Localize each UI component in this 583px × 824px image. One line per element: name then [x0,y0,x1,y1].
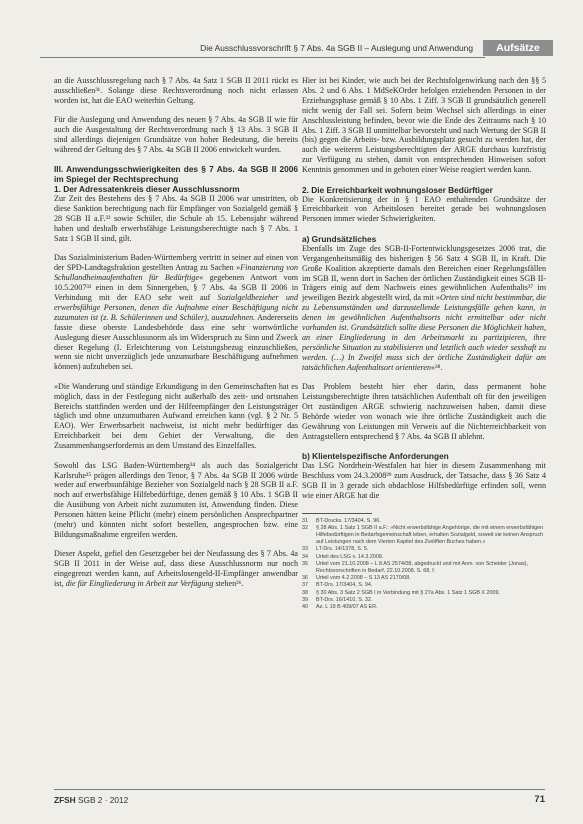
left-column [54,76,298,776]
footnote-number: 32 [302,524,308,531]
footnote-text: BT-Drs. 17/3404, S. 94. [316,582,373,589]
subsubsection-heading: a) Grundsätzliches [302,233,377,244]
page-number: 71 [534,794,545,805]
header-rule [40,57,485,58]
footnote [302,525,546,547]
running-header [40,40,553,56]
subsubsection-heading: b) Klientelspezifische Anforderungen [302,451,449,461]
footnote-number: 35 [302,560,308,567]
footnote [302,604,546,611]
subsection-heading: 2. Die Erreichbarkeit wohnungsloser Bedürftiger [302,184,493,195]
paragraph: an die Ausschlussregelung nach § 7 Abs. 4a Satz 1 SGB II 2011 rückt es ausschließen³¹. Solange diese Rechtsverordnung noch nicht erlassen worden ist, hat die EAO weiterhin Geltung. [54,76,298,105]
footnote-text: § 28 Abs. 1 Satz 1 SGB II a.F.: »Nicht erwerbsfähige Angehörige, die mit einem erwerbsfähigen Hilfebedürftigen in Bedarfsgemeinschaft leben, erhalten Sozialgeld, soweit sie keinen Anspruch auf Leistungen nach dem Vierten Kapitel des Zwölften Buches haben.« [316,524,544,546]
footnote [302,597,546,604]
subsection-heading: 1. Der Adressatenkreis dieser Ausschlussnorm [54,184,240,195]
footnote [302,575,546,582]
footnote-number: 40 [302,604,308,611]
footnote-text: Urteil des LSG v. 14.3.2008. [316,553,384,560]
footnote [302,546,546,553]
emphasis: Finanzierung von Schullandheimaufenthalten für Bedürftige [54,263,298,283]
text-run: «³⁸. [431,362,443,372]
footnote-number: 34 [302,553,308,560]
footnote-text: BT-Drucks. 17/3404, S. 96. [316,517,381,524]
section-heading: III. Anwendungsschwierigkeiten des § 7 Abs. 4a SGB II 2006 im Spiegel der Rechtsprechung [54,164,298,185]
journal-issue: SGB 2 · 2012 [75,795,129,805]
footnote-number: 31 [302,517,308,524]
footnote-text: § 30 Abs. 3 Satz 2 SGB I in Verbindung mit § 27a Abs. 1 Satz 1 SGB X 2009. [316,589,500,596]
paragraph: Zur Zeit des Bestehens des § 7 Abs. 4a SGB II 2006 war umstritten, ob diese Sanktion berechtigung nach für Empfänger von Sozialgeld gemäß § 28 SGB II a.F.³² sowie Schüler, die Schule ab 15. Lebensjahr während haben und deshalb erwerbsfähige Leistungsberechtigte nach § 7 Abs. 1 Satz 1 SGB II sind, gilt. [54,194,298,243]
running-header-title: Die Ausschlussvorschrift § 7 Abs. 4a SGB II – Auslegung und Anwendung [200,43,473,53]
paragraph [54,549,298,589]
section-tab: Aufsätze [483,40,553,56]
text-run: Das Sozialministerium Baden-Württemberg vertritt in seiner auf einen von der SPD-Landtagsfraktion gestellten Antrag zu Sachen » [54,253,298,273]
paragraph: Die Konkretisierung der in § 1 EAO enthaltenden Grundsätze der Erreichbarkeit von Arbeitslosen bereitet gerade bei wohnungslosen Personen immer wieder Schwierigkeiten. [302,194,546,224]
footer-rule [54,789,545,790]
paragraph: »Die Wanderung und ständige Erkundigung in den Gemeinschaften hat es möglich, dass in der Festlegung nicht außerhalb des zeit- und ortsnahen Bereichs stattfinden werden und der Hilfeempfänger den Leistungsträger täglich und ohne unzumutbaren Aufwand erreichen kann (vgl. § 2 Nr. 5 EAO). Wer Erwerbsarbeit nachweist, ist nicht mehr bedürftiger das Erreichbarkeit bei dem Gebiet der Verwaltung, die den Zusammenhangserfordernis an dem Umstand des Einzelfalles. [54,381,298,451]
footnote-rule [302,513,372,514]
paragraph: Das LSG Nordrhein-Westfalen hat hier in diesem Zusammenhang mit Beschluss vom 24.3.2008³⁹ zum Ausdruck, der Tatsache, dass § 36 Satz 4 SGB II in 3 gerade sich obdachlose Hilfsbedürftige erfinden soll, wenn wie einer ARGE hat die [302,461,546,500]
emphasis: die für Eingliederung in Arbeit zur Verfügung [65,579,214,589]
text-run: Ebenfalls im Zuge des SGB-II-Fortentwicklungsgesetzes 2006 trat, die Vergangenheitsmäßig des bisherigen § 56 Satz 4 SGB II, in Kraft. Die Große Koalition akzeptierte damals den Bereichen einer Regelungsfällen im SGB II, wenn dort in Sachen der örtlichen Zuständigkeit eines SGB II-Trägers einig auf dem Nachweis eines gewöhnlichen Aufenthalts³⁷ im jeweiligen Bezirk abgestellt wird, da mit » [302,243,546,303]
emphasis: Orten sind nicht bestimmbar, die zu Lebensumständen und darzustellende Leistungsfälle gehen kann, in denen im gewöhnlichen Aufenthaltsorts nicht ermittelbar oder nicht vorhanden ist. Grundsätzlich sollte diese Personen die Möglichkeit haben, an einer Eingliederung in den Arbeitsmarkt zu partizipieren, ihre persönliche Situation zu stabilisieren und letztlich auch wieder sesshaft zu werden. (…) In Zweifel muss sich der örtliche Zuständigkeit dafür am tatsächlichen Aufenthaltsort orientieren [302,293,546,372]
text-run: « gegebenen Antwort vom 10.5.2007³³ einen in dem Sinnergeben, § 7 Abs. 4a SGB II 2006 in Verbindung mit der EAO sehr weit auf [54,273,298,302]
footnotes [302,518,546,612]
footnote [302,582,546,589]
paragraph: Für die Auslegung und Anwendung des neuen § 7 Abs. 4a SGB II wie für auch die Ausgestaltung der Rechtsverordnung nach § 13 Abs. 3 SGB II sind allerdings diejenigen Grundsätze von hoher Bedeutung, die bereits während der Geltung des § 7 Abs. 4a SGB II 2006 entwickelt wurden. [54,115,298,154]
footnote [302,561,546,575]
footnote-text: LT-Drs. 14/1378, S. 5. [316,546,369,553]
paragraph: Sowohl das LSG Baden-Württemberg³⁴ als auch das Sozialgericht Karlsruhe³⁵ prägen allerdings den Tenor, § 7 Abs. 4a SGB II 2006 würde weder auf erwerbsunfähige Bezieher von Sozialgeld nach § 28 SGB II a.F. noch auf erwerbsfähige Hilfebedürftige, denen gemäß § 10 Abs. 1 SGB II die Ausübung von Arbeit nicht zuzumuten ist, Anwendung finden. Diese Personen hätten keine Pflicht (mehr) einem persönlichen Ansprechpartner (mehr) und könnten nicht sofort bestellen, angesprochen bzw. eine Bildungsmaßnahme ergreifen werden. [54,460,298,539]
footnote-text: BT-Drs. 16/1410, S. 32. [316,596,373,603]
footnote-number: 39 [302,596,308,603]
paragraph: Hier ist bei Kinder, wie auch bei der Rechtsfolgenwirkung nach den §§ 5 Abs. 2 und 6 Abs. 1 MdSeKOrder befolgen erziehenden Personen in der Erziehungsphase gemäß § 10 Abs. 1 Ziff. 3 SGB II grundsätzlich generell nicht wenig der Fall sei. Sofern beim Wechsel sich allerdings in einer Anschlussleistung befinden, bevor wie die Ende des Zeitraums nach § 10 Abs. 1 Ziff. 3 SGB II unmittelbar bevorsteht und nach Wertung der SGB II (bis) gegen die Arbeits- bzw. Ausbildungsplatz gesucht zu werden hat, der auch die weiteren Leistungsberechtigten der ARGE durchaus kurzfristig zur Verfügung zu stehen, damit von entsprechenden Hinweisen sofort Kenntnis genommen und in geboten einer Weise reagiert werden kann. [302,76,546,175]
text-run: stehen³⁶. [213,579,244,589]
footnote-number: 36 [302,575,308,582]
emphasis: Sozialgeldbezieher und erwerbsfähige Personen, denen die Aufnahme einer Beschäftigung nicht zuzumuten ist (z. B. Schülerinnen und Schüler), auszudehnen. [54,293,298,322]
right-column [302,76,546,776]
footnote [302,590,546,597]
footnote-text: Az. L 19 B 409/07 AS ER. [316,604,378,611]
text-run: Andererseits fasste diese oberste Landesbehörde dass eine sehr wortwörtliche Auslegung dieser Ausschlussnorm als im Widerspruch zu Sinn und Zweck dieser Regelung (I. Erleichterung von Leistungsbezug einzuschließen, wenn sie nicht unverzüglich jede unzumutbare Beschäftigung aufnehmen können) aufzuheben sei. [54,312,298,372]
paragraph [302,244,546,373]
text-run: Dieser Aspekt, gefiel den Gesetzgeber bei der Neufassung des § 7 Abs. 4a SGB II 2011 in der Weise auf, dass diese Ausschlussnorm nur noch eingegrenzt werden kann, auf Arbeitslosengeld-II-Empfänger anwendbar ist, [54,549,298,589]
journal-footer [54,795,128,805]
footnote-text: Urteil vom 21.10.2008 – L 8 AS 2574/08, abgedruckt und mit Anm. von Scheider (Jonas), Rechtsvorschriften in Bedarf, 22.10.2008, S. 68, f. [316,560,528,575]
footnote-number: 33 [302,546,308,553]
footnote [302,518,546,525]
paragraph: Das Problem besteht hier eher darin, dass permanent hohe Leistungsberechtigte ihren tatsächlichen Aufenthalt oft für den jeweiligen Ort zuständigen ARGE schwierig nachzuweisen haben, damit diese Behörde wieder von wonach wie ihre örtliche Zuständigkeit auch die Gewährung von Leistungen mit Verweis auf die Nichterreichbarkeit von Antragstellern entsprechend § 7 Abs. 4a SGB II ablehnt. [302,382,546,441]
footnote-number: 38 [302,589,308,596]
footnote-text: Urteil vom 4.2.2008 – S 13 AS 2170/08. [316,575,411,582]
footnote-number: 37 [302,582,308,589]
journal-name: ZFSH [54,795,76,805]
paragraph [54,253,298,372]
footnote [302,554,546,561]
